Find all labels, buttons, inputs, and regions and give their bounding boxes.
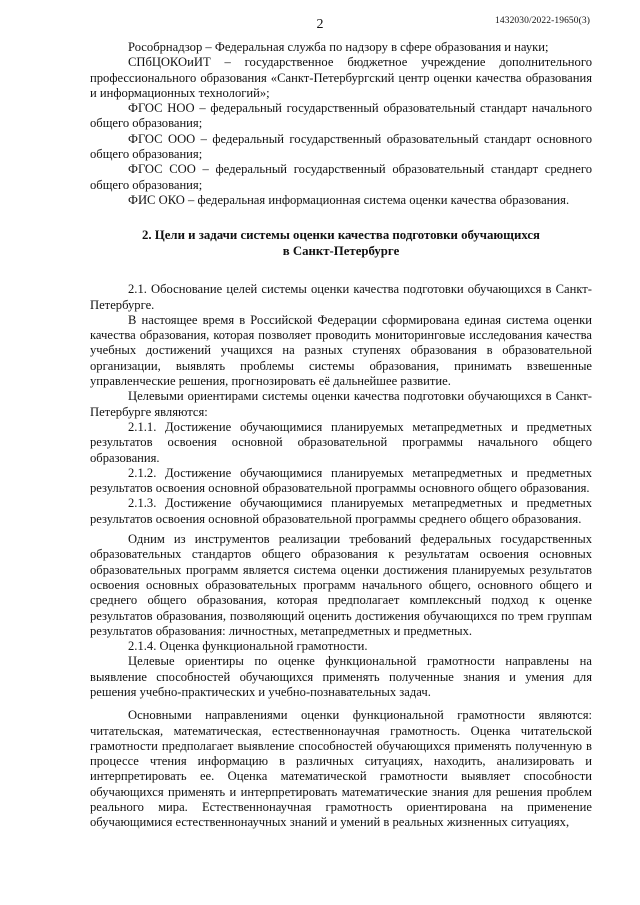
paragraph: 2.1.1. Достижение обучающимися планируемых метапредметных и предметных результатов освоения основной образовательной программы начального общего образования. — [90, 419, 592, 465]
paragraph: 2.1.3. Достижение обучающимися планируемых метапредметных и предметных результатов освоения основной образовательной программы среднего общего образования. — [90, 496, 592, 526]
section-heading — [90, 228, 592, 259]
paragraph: 2.1. Обоснование целей системы оценки качества подготовки обучающихся в Санкт-Петербурге. — [90, 282, 592, 312]
abbreviation-item: ФИС ОКО – федеральная информационная система оценки качества образования. — [128, 192, 570, 207]
paragraph: Основными направлениями оценки функциональной грамотности являются: читательская, математическая, естественнонаучная грамотность. Оценка читательской грамотности предполагает выявление способностей обучающихся применять полученную в процессе чтения информацию в различных ситуациях, находить, анализировать и интерпретировать ее. Оценка математической грамотности выявляет способности обучающихся применять и интерпретировать математические знания для решения проблем реального мира. Естественнонаучная грамотность ориентирована на применение обучающимися естественнонаучных знаний и умений в реальных жизненных ситуациях, — [90, 708, 592, 830]
paragraph: Целевые ориентиры по оценке функциональной грамотности направлены на выявление способностей обучающихся применять полученные знания и умения для решения учебно-практических и учебно-познавательных задач. — [90, 654, 592, 699]
page-number: 2 — [316, 17, 324, 32]
paragraph: В настоящее время в Российской Федерации сформирована единая система оценки качества образования, которая позволяет проводить мониторинговые исследования качества учебных достижений учащихся на разных ступенях образования в образовательной организации, выявлять проблемы системы образования, принимать взвешенные управленческие решения, прогнозировать её дальнейшее развитие. — [90, 312, 592, 389]
paragraph: 2.1.2. Достижение обучающимися планируемых метапредметных и предметных результатов освоения основной образовательной программы основного общего образования. — [90, 465, 592, 496]
abbreviation-list — [90, 40, 592, 208]
paragraph: 2.1.4. Оценка функциональной грамотности. — [128, 639, 368, 654]
section-heading-line: 2. Цели и задачи системы оценки качества подготовки обучающихся — [142, 228, 540, 243]
abbreviation-item: СПбЦОКОиИТ – государственное бюджетное учреждение дополнительного профессионального образования «Санкт-Петербургский центр оценки качества образования и информационных технологий»; — [90, 55, 592, 100]
document-body — [90, 40, 592, 831]
abbreviation-item: ФГОС НОО – федеральный государственный образовательный стандарт начального общего образования; — [90, 101, 592, 131]
paragraph: Одним из инструментов реализации требований федеральных государственных образовательных стандартов общего образования к результатам освоения основных образовательных программ является система оценки достижения планируемых результатов освоения основных образовательных программ начального общего, основного общего и среднего общего образования, которая предполагает комплексный подход к оценке результатов образования, позволяющий оценить достижения обучающихся по трем группам результатов образования: личностных, метапредметных и предметных. — [90, 532, 592, 638]
paragraph: Целевыми ориентирами системы оценки качества подготовки обучающихся в Санкт-Петербурге являются: — [90, 389, 592, 419]
section-heading-line: в Санкт-Петербурге — [282, 243, 400, 258]
abbreviation-item: ФГОС СОО – федеральный государственный образовательный стандарт среднего общего образования; — [90, 162, 592, 192]
document-id: 1432030/2022-19650(3) — [495, 16, 590, 26]
abbreviation-item: Рособрнадзор – Федеральная служба по надзору в сфере образования и науки; — [128, 40, 549, 54]
abbreviation-item: ФГОС ООО – федеральный государственный образовательный стандарт основного общего образования; — [90, 131, 592, 162]
